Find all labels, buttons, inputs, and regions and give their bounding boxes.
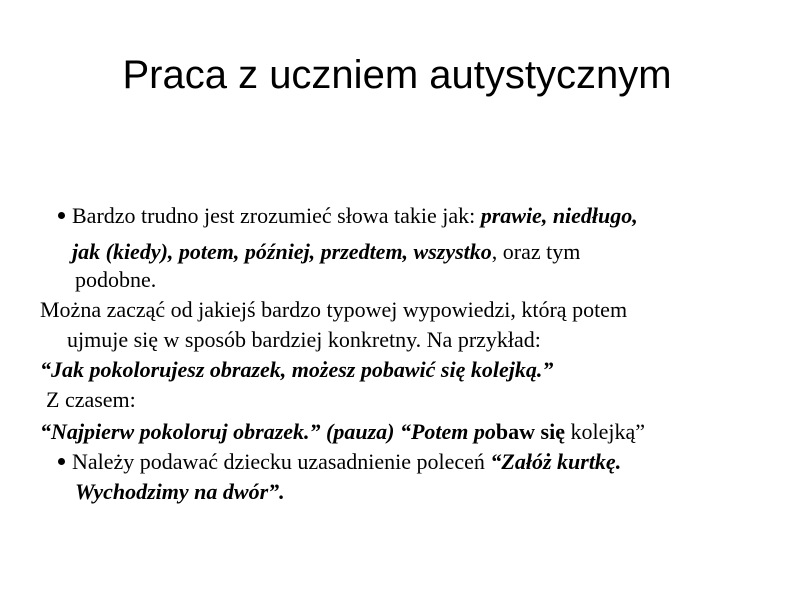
bullet-dot-icon (58, 212, 65, 219)
bullet-1-line-3 (75, 266, 156, 294)
text: Bardzo trudno jest zrozumieć słowa takie jak: (72, 203, 481, 228)
paragraph-2-line-1: Można zacząć od jakiejś bardzo typowej wypowiedzi, którą potem (40, 297, 628, 322)
bullet-dot-icon (58, 458, 65, 465)
bullet-2-line-1 (58, 448, 621, 476)
slide-title: Praca z uczniem autystycznym (122, 53, 672, 97)
text: kolejką” (564, 419, 645, 444)
bullet-2-line-2: Wychodzimy na dwór”. (75, 479, 285, 504)
text: Należy podawać dziecku uzasadnienie poleceń (72, 449, 491, 474)
bullet-1-line-1 (58, 202, 638, 230)
emphasis: “Załóż kurtkę. (490, 449, 622, 474)
bold-text: baw się (495, 419, 565, 444)
emphasis: prawie, niedługo, (480, 203, 638, 228)
paragraph-2-line-2: ujmuje się w sposób bardziej konkretny. Na przykład: (67, 327, 541, 352)
emphasis: jak (kiedy), potem, później, przedtem, wszystko (72, 239, 492, 264)
bullet-1-line-2 (72, 238, 580, 266)
quote-1: “Jak pokolorujesz obrazek, możesz pobawić się kolejką.” (40, 357, 554, 382)
text: , oraz tym (491, 239, 581, 264)
emphasis: “Najpierw pokoloruj obrazek.” (pauza) “Potem po (40, 419, 496, 444)
text: podobne. (75, 267, 157, 292)
later-label: Z czasem: (46, 387, 136, 412)
quote-2 (40, 418, 645, 446)
